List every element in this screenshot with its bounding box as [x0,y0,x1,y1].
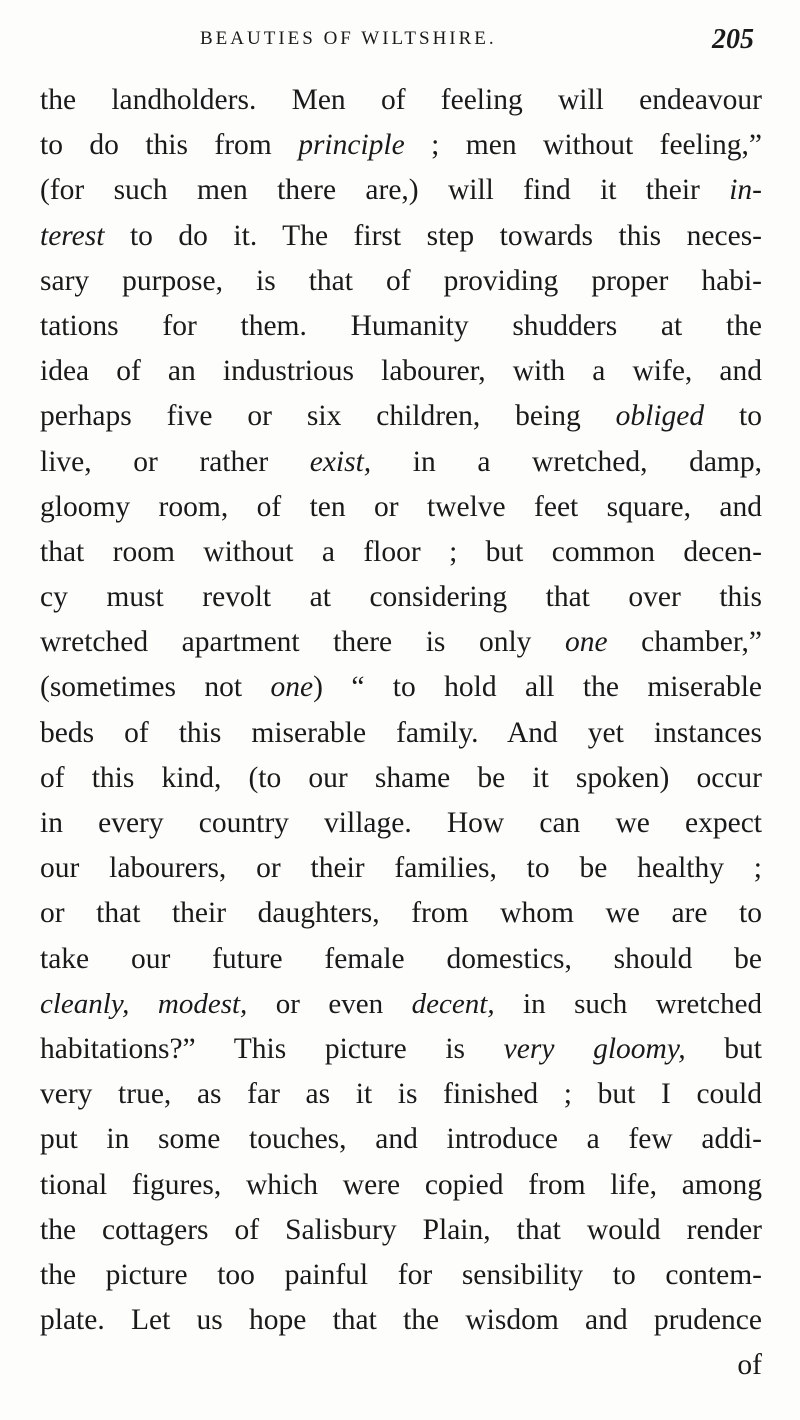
body-text [40,78,762,1388]
text-line [40,756,762,801]
text-run: in such wretched [494,987,762,1020]
text-run: gloomy room, of ten or twelve feet square, and [40,490,762,523]
text-run: wretched apartment there is only [40,626,565,659]
italic-text: very gloomy, [503,1032,686,1065]
text-run: to do this from [40,129,299,162]
text-line [40,259,762,304]
italic-text: principle [298,129,405,162]
text-line [40,440,762,485]
text-line [40,530,762,575]
text-run: chamber,” [607,626,762,659]
text-run: in every country village. How can we expect [40,807,762,839]
text-run: habitations?” This picture is [40,1032,504,1065]
text-run: put in some touches, and introduce a few addi- [40,1123,762,1156]
italic-text: exist, [309,445,372,478]
text-run: of [737,1349,762,1382]
running-head [40,26,760,56]
text-line [40,982,762,1027]
italic-text: in- [729,174,762,207]
text-run: live, or rather [40,445,310,478]
text-run: ; men without feeling,” [404,129,762,162]
text-line [40,214,762,259]
text-line [40,1208,762,1253]
text-line [40,1117,762,1162]
text-run: our labourers, or their families, to be healthy ; [40,852,762,885]
text-run: to [704,400,762,433]
text-run: cy must revolt at considering that over this [40,581,762,614]
text-line [40,1163,762,1208]
text-line [40,304,762,349]
text-line [40,846,762,891]
text-line [40,575,762,620]
text-line [40,1343,762,1388]
text-run: the cottagers of Salisbury Plain, that would render [40,1213,762,1246]
text-run: sary purpose, is that of providing proper habi- [40,264,762,297]
text-line [40,711,762,756]
text-run: beds of this miserable family. And yet instances [40,716,762,749]
text-run: perhaps five or six children, being [40,400,616,433]
text-run: tations for them. Humanity shudders at the [40,309,762,342]
text-run: or even [247,987,412,1020]
italic-text: cleanly, [40,987,130,1020]
italic-text: decent, [411,987,495,1020]
text-run: ) “ to hold all the miserable [313,671,762,704]
text-run: very true, as far as it is finished ; but I could [40,1078,762,1111]
italic-text: one [270,671,314,704]
text-run: in a wretched, damp, [371,445,762,478]
text-run [129,988,157,1020]
italic-text: modest, [157,987,248,1020]
text-line [40,485,762,530]
text-line [40,123,762,168]
text-line [40,1253,762,1298]
text-run: but [685,1032,762,1065]
text-run: of this kind, (to our shame be it spoken) occur [40,761,762,794]
text-run: or that their daughters, from whom we are to [40,897,762,930]
text-line [40,891,762,936]
italic-text: terest [40,219,105,252]
text-run: plate. Let us hope that the wisdom and prudence [40,1304,762,1337]
text-run: to do it. The first step towards this neces- [104,219,762,252]
text-line [40,1298,762,1343]
text-line [40,801,762,846]
text-line [40,665,762,710]
text-line [40,78,762,123]
text-line [40,1027,762,1072]
italic-text: obliged [615,400,705,433]
text-line [40,937,762,982]
text-run: (sometimes not [40,671,271,704]
text-line [40,1072,762,1117]
text-line [40,620,762,665]
text-run: (for such men there are,) will find it their [40,174,730,207]
text-run: the landholders. Men of feeling will endeavour [40,84,762,116]
page-number: 205 [712,24,754,55]
text-run: the picture too painful for sensibility to contem- [40,1258,762,1291]
text-run: take our future female domestics, should be [40,942,762,975]
text-line [40,394,762,439]
text-run: that room without a floor ; but common decen- [40,535,762,568]
text-line [40,168,762,213]
running-title: BEAUTIES OF WILTSHIRE. [200,28,497,49]
text-run: idea of an industrious labourer, with a wife, and [40,355,762,388]
text-line [40,349,762,394]
italic-text: one [564,626,608,659]
text-run: tional figures, which were copied from life, among [40,1168,762,1201]
